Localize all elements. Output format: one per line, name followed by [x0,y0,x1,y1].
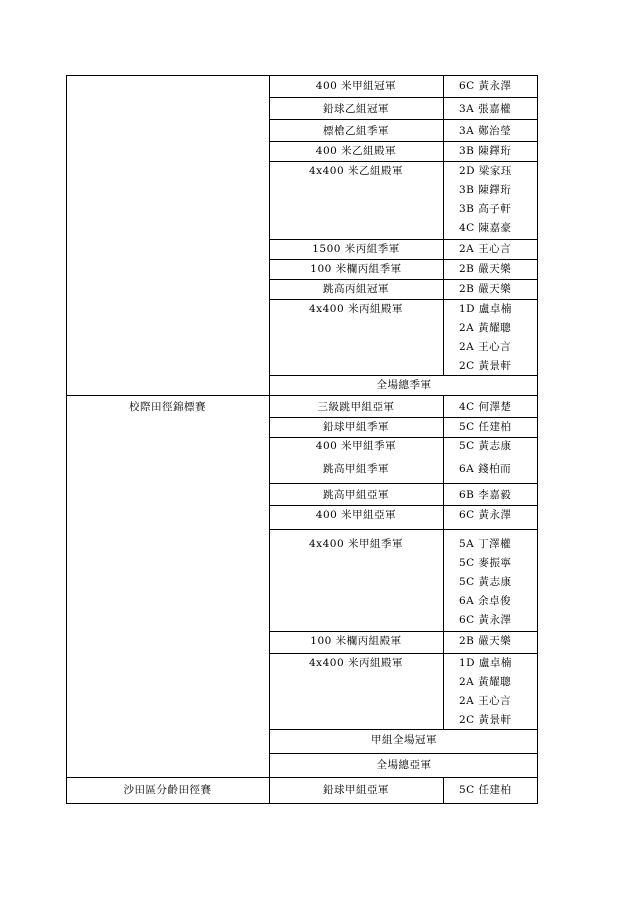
row-line [269,279,538,280]
event-label: 鉛球甲組季軍 [323,421,389,433]
row-line [269,437,538,438]
student-name: 2B 嚴天樂 [459,263,512,275]
row-line [269,97,538,98]
divider-col2 [443,777,444,804]
event-label: 三級跳甲組亞軍 [317,401,395,413]
event-label: 400 米甲組冠軍 [315,80,397,92]
row-line [269,653,538,654]
border-left [66,75,67,804]
row-line [269,239,538,240]
student-name: 5A 丁澤權 [459,538,512,550]
student-name: 5C 黃志康 [459,440,512,452]
event-label: 100 米欄丙組季軍 [310,263,402,275]
row-line [269,375,538,376]
event-label: 全場總季軍 [376,379,432,391]
event-label: 跳高甲組亞軍 [323,489,389,501]
student-name: 3A 張嘉權 [459,103,512,115]
row-line [269,631,538,632]
row-line [66,395,538,396]
event-label: 4x400 米甲組季軍 [309,538,403,550]
row-line [66,777,538,778]
event-label: 跳高甲組季軍 [323,463,389,475]
row-line [269,299,538,300]
row-line [269,753,538,754]
student-name: 3B 高子軒 [459,203,512,215]
row-line [269,119,538,120]
student-name: 4C 何澤楚 [459,401,512,413]
row-line [269,529,538,530]
row-line [66,803,538,804]
category-label: 沙田區分齡田徑賽 [123,784,212,796]
student-name: 3B 陳鐸珩 [459,184,512,196]
student-name: 4C 陳嘉豪 [459,222,512,234]
student-name: 2B 嚴天樂 [459,635,512,647]
divider-col2 [443,395,444,729]
student-name: 5C 黃志康 [459,576,512,588]
student-name: 2D 梁家珏 [459,165,512,177]
student-name: 6A 余卓俊 [459,595,512,607]
student-name: 2A 王心言 [459,243,512,255]
student-name: 5C 麥振寧 [459,557,512,569]
event-label: 400 米甲組亞軍 [315,509,397,521]
student-name: 2C 黃景軒 [459,714,512,726]
row-line [269,141,538,142]
event-label: 鉛球甲組亞軍 [323,784,389,796]
student-name: 2A 黃耀聰 [459,676,512,688]
event-label: 100 米欄丙組殿軍 [310,635,402,647]
student-name: 2C 黃景軒 [459,360,512,372]
student-name: 2B 嚴天樂 [459,283,512,295]
student-name: 2A 王心言 [459,341,512,353]
row-line [269,417,538,418]
row-line [269,259,538,260]
student-name: 6C 黃永澤 [459,80,512,92]
event-label: 400 米乙組殿軍 [315,145,397,157]
student-name: 6C 黃永澤 [459,509,512,521]
row-line [269,729,538,730]
student-name: 6A 錢柏而 [459,463,512,475]
border-right [537,75,538,804]
student-name: 2A 黃耀聰 [459,322,512,334]
student-name: 3A 鄭治瑩 [459,125,512,137]
event-label: 4x400 米丙組殿軍 [309,303,403,315]
event-label: 4x400 米乙組殿軍 [309,165,403,177]
row-line [66,75,538,76]
event-label: 1500 米丙組季軍 [312,243,400,255]
student-name: 2A 王心言 [459,695,512,707]
divider-col2 [443,75,444,375]
event-label: 400 米甲組季軍 [315,440,397,452]
category-label: 校際田徑錦標賽 [129,401,206,413]
student-name: 3B 陳鐸珩 [459,145,512,157]
awards-table [66,75,538,804]
student-name: 6C 黃永澤 [459,614,512,626]
student-name: 6B 李嘉毅 [459,489,512,501]
student-name: 5C 任建柏 [459,421,512,433]
event-label: 4x400 米丙組殿軍 [309,657,403,669]
student-name: 1D 盧卓楠 [459,303,512,315]
event-label: 甲組全場冠軍 [371,734,437,746]
row-line [269,483,538,484]
event-label: 全場總亞軍 [376,759,432,771]
row-line [269,161,538,162]
row-line [269,505,538,506]
event-label: 標槍乙組季軍 [323,125,389,137]
event-label: 跳高丙組冠軍 [323,283,389,295]
event-label: 鉛球乙組冠軍 [323,103,389,115]
student-name: 5C 任建柏 [459,784,512,796]
student-name: 1D 盧卓楠 [459,657,512,669]
